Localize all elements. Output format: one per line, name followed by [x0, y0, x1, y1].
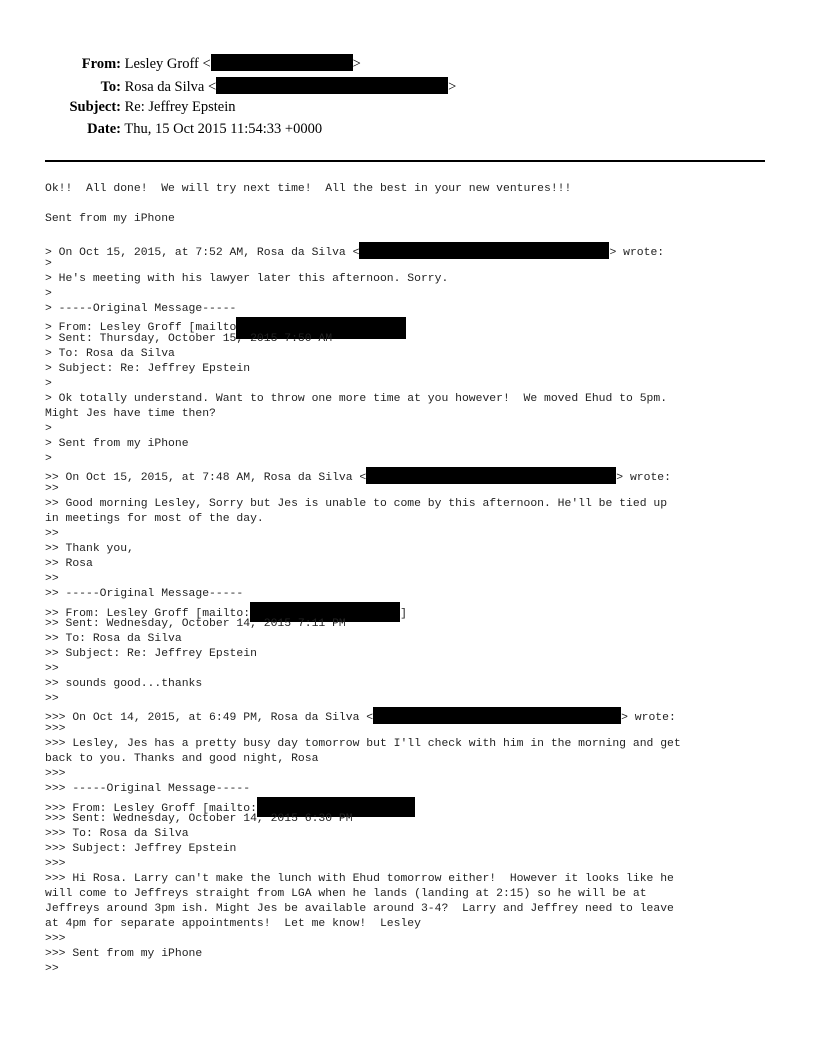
- body-line: >>: [45, 693, 59, 705]
- from-close: >: [352, 56, 361, 72]
- body-line: >>>: [45, 858, 66, 870]
- body-line: >> sounds good...thanks: [45, 678, 203, 690]
- body-line: >>: [45, 573, 59, 585]
- body-line: >> Good morning Lesley, Sorry but Jes is unable to come by this afternoon. He'll be tied up: [45, 498, 668, 510]
- body-line: >>: [45, 483, 59, 495]
- redaction-block: [211, 54, 353, 71]
- quote-header-text: > On Oct 15, 2015, at 7:52 AM, Rosa da Silva <: [45, 247, 360, 259]
- body-line: >>> Lesley, Jes has a pretty busy day tomorrow but I'll check with him in the morning and get: [45, 738, 681, 750]
- header-from-line: [40, 54, 361, 73]
- body-line: >: [45, 288, 52, 300]
- body-line: >>>: [45, 933, 66, 945]
- body-line: >: [45, 423, 52, 435]
- body-line: >> Sent: Wednesday, October 14, 2015 7:11 PM: [45, 618, 346, 630]
- body-line: >>> To: Rosa da Silva: [45, 828, 189, 840]
- from-label: From:: [81, 56, 121, 72]
- quote-header-line: [45, 242, 785, 257]
- quote-header-line: [45, 467, 785, 482]
- body-line: at 4pm for separate appointments! Let me know! Lesley: [45, 918, 421, 930]
- date-value: Thu, 15 Oct 2015 11:54:33 +0000: [124, 121, 323, 137]
- quote-header-line: [45, 707, 785, 722]
- body-line: >>> Subject: Jeffrey Epstein: [45, 843, 237, 855]
- header-divider: [45, 160, 765, 162]
- body-line: will come to Jeffreys straight from LGA when he lands (landing at 2:15) so he will be at: [45, 888, 647, 900]
- body-line: >>>: [45, 723, 66, 735]
- body-line: > -----Original Message-----: [45, 303, 237, 315]
- body-line: >>: [45, 528, 59, 540]
- quote-header-end: > wrote:: [616, 472, 671, 484]
- body-line: >>>: [45, 768, 66, 780]
- date-label: Date:: [87, 121, 121, 137]
- quote-from-line: [45, 317, 785, 332]
- from-value: Lesley Groff <: [124, 56, 211, 72]
- redaction-block: [216, 77, 448, 94]
- body-line: >> Thank you,: [45, 543, 134, 555]
- body-line: Might Jes have time then?: [45, 408, 216, 420]
- body-line: >>> Sent from my iPhone: [45, 948, 203, 960]
- body-line: Jeffreys around 3pm ish. Might Jes be available around 3-4? Larry and Jeffrey need to leave: [45, 903, 674, 915]
- quote-from-end: ]: [400, 608, 407, 620]
- body-line: >: [45, 453, 52, 465]
- quote-from-line: [45, 602, 785, 620]
- body-line: >>: [45, 663, 59, 675]
- body-line: > Subject: Re: Jeffrey Epstein: [45, 363, 251, 375]
- body-line: >>: [45, 963, 59, 975]
- quote-header-text: >> On Oct 15, 2015, at 7:48 AM, Rosa da Silva <: [45, 472, 367, 484]
- blank-line: [45, 197, 785, 212]
- quote-header-end: > wrote:: [621, 712, 676, 724]
- body-line: > To: Rosa da Silva: [45, 348, 175, 360]
- quote-from-line: [45, 797, 785, 815]
- quote-from-text: > From: Lesley Groff [mailto: [45, 322, 237, 334]
- body-line: > He's meeting with his lawyer later this afternoon. Sorry.: [45, 273, 449, 285]
- body-line: >: [45, 258, 52, 270]
- body-line: >>> Hi Rosa. Larry can't make the lunch with Ehud tomorrow either! However it looks like he: [45, 873, 674, 885]
- quote-header-text: >>> On Oct 14, 2015, at 6:49 PM, Rosa da Silva <: [45, 712, 374, 724]
- body-line: in meetings for most of the day.: [45, 513, 264, 525]
- body-line: back to you. Thanks and good night, Rosa: [45, 753, 319, 765]
- body-line: > Sent: Thursday, October 15, 2015 7:50 AM: [45, 333, 333, 345]
- header-date-line: [40, 120, 322, 138]
- body-line: Ok!! All done! We will try next time! All the best in your new ventures!!!: [45, 183, 572, 195]
- to-value: Rosa da Silva <: [124, 79, 217, 95]
- body-line: > Ok totally understand. Want to throw one more time at you however! We moved Ehud to 5pm.: [45, 393, 668, 405]
- subject-label: Subject:: [69, 99, 121, 115]
- body-line: >> To: Rosa da Silva: [45, 633, 182, 645]
- to-close: >: [448, 79, 457, 95]
- body-line: >>> Sent: Wednesday, October 14, 2015 6:30 PM: [45, 813, 353, 825]
- subject-value: Re: Jeffrey Epstein: [124, 99, 236, 115]
- header-to-line: [40, 77, 456, 96]
- email-body: [45, 182, 785, 977]
- body-line: Sent from my iPhone: [45, 213, 175, 225]
- quote-header-end: > wrote:: [609, 247, 665, 259]
- quote-from-text: >> From: Lesley Groff [mailto:: [45, 608, 251, 620]
- blank-line: [45, 227, 785, 242]
- body-line: >> Rosa: [45, 558, 93, 570]
- body-line: >> -----Original Message-----: [45, 588, 244, 600]
- body-line: > Sent from my iPhone: [45, 438, 189, 450]
- header-subject-line: [40, 98, 236, 116]
- to-label: To:: [100, 79, 121, 95]
- body-line: >>> -----Original Message-----: [45, 783, 251, 795]
- quote-from-text: >>> From: Lesley Groff [mailto:: [45, 803, 257, 815]
- body-line: >: [45, 378, 52, 390]
- body-line: >> Subject: Re: Jeffrey Epstein: [45, 648, 257, 660]
